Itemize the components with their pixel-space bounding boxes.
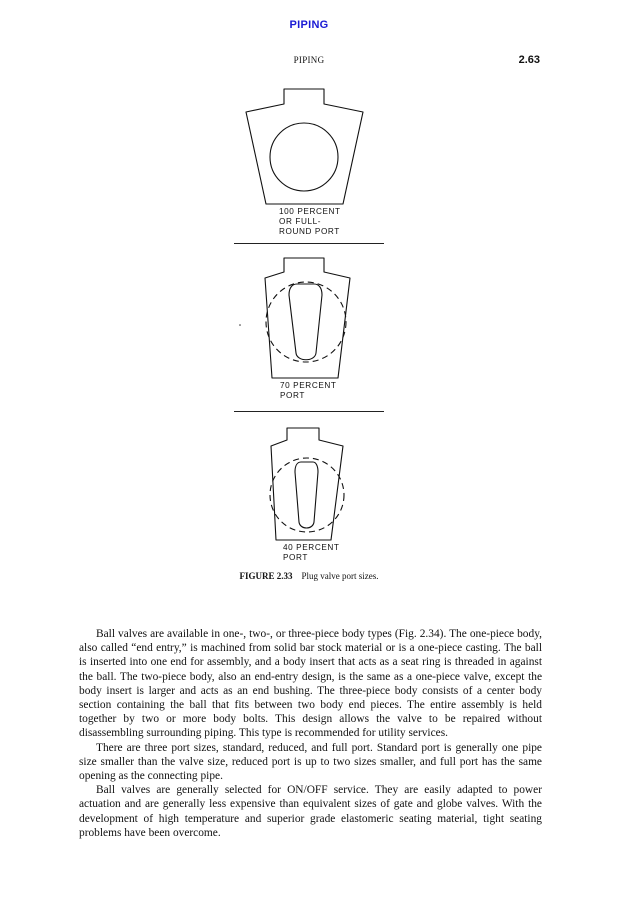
caption-label: FIGURE 2.33	[239, 571, 293, 581]
label-line: 40 PERCENT	[283, 543, 340, 552]
port-circle-full	[270, 123, 338, 191]
panel-label-full-port	[279, 207, 341, 237]
dashed-bore-circle-70	[266, 282, 346, 362]
valve-body-outline-full	[246, 89, 363, 204]
label-line: 100 PERCENT	[279, 207, 341, 216]
paragraph: Ball valves are generally selected for ON/OFF service. They are easily adapted to power actuation and are generally less expensive than equivalent sizes of gate and globe valves. With the development of high temperature and superior grade elastomeric seating material, tight seating problems have been overcome.	[79, 784, 542, 839]
divider-rule	[234, 243, 384, 244]
panel-label-40-port	[283, 543, 340, 563]
label-line: OR FULL-	[279, 217, 322, 226]
body-text	[79, 627, 542, 840]
page-number: 2.63	[518, 54, 540, 66]
top-section-tag: PIPING	[289, 19, 329, 31]
figure-caption	[0, 571, 618, 581]
label-line: ROUND PORT	[279, 227, 340, 236]
caption-text: Plug valve port sizes.	[301, 571, 379, 581]
panel-label-70-port	[280, 381, 337, 401]
paragraph: Ball valves are available in one-, two-, or three-piece body types (Fig. 2.34). The one-piece body, also called “end entry,” is machined from solid bar stock material or is a one-piece casting. The ball is inserted into one end for assembly, and a body insert that acts as a seat ring is threaded in against the ball. The two-piece body, also an end-entry design, is the same as a one-piece valve, except the body insert is larger and acts as an end bushing. The three-piece body consists of a center body section containing the ball that fits between two body end pieces. The entire assembly is held together by two or more body bolts. This design allows the valve to be repaired without disassembling surrounding piping. This type is recommended for utility services.	[79, 628, 542, 740]
label-line: PORT	[280, 391, 305, 400]
label-line: 70 PERCENT	[280, 381, 337, 390]
label-line: PORT	[283, 553, 308, 562]
divider-rule	[234, 411, 384, 412]
valve-body-outline-40	[271, 428, 343, 540]
paragraph: There are three port sizes, standard, reduced, and full port. Standard port is generally one pipe size smaller than the valve size, reduced port is up to two sizes smaller, and full port has the same opening as the connecting pipe.	[79, 741, 542, 783]
port-opening-70	[289, 284, 322, 360]
stray-mark	[239, 324, 241, 326]
port-opening-40	[295, 462, 318, 528]
running-head: PIPING	[293, 55, 325, 65]
